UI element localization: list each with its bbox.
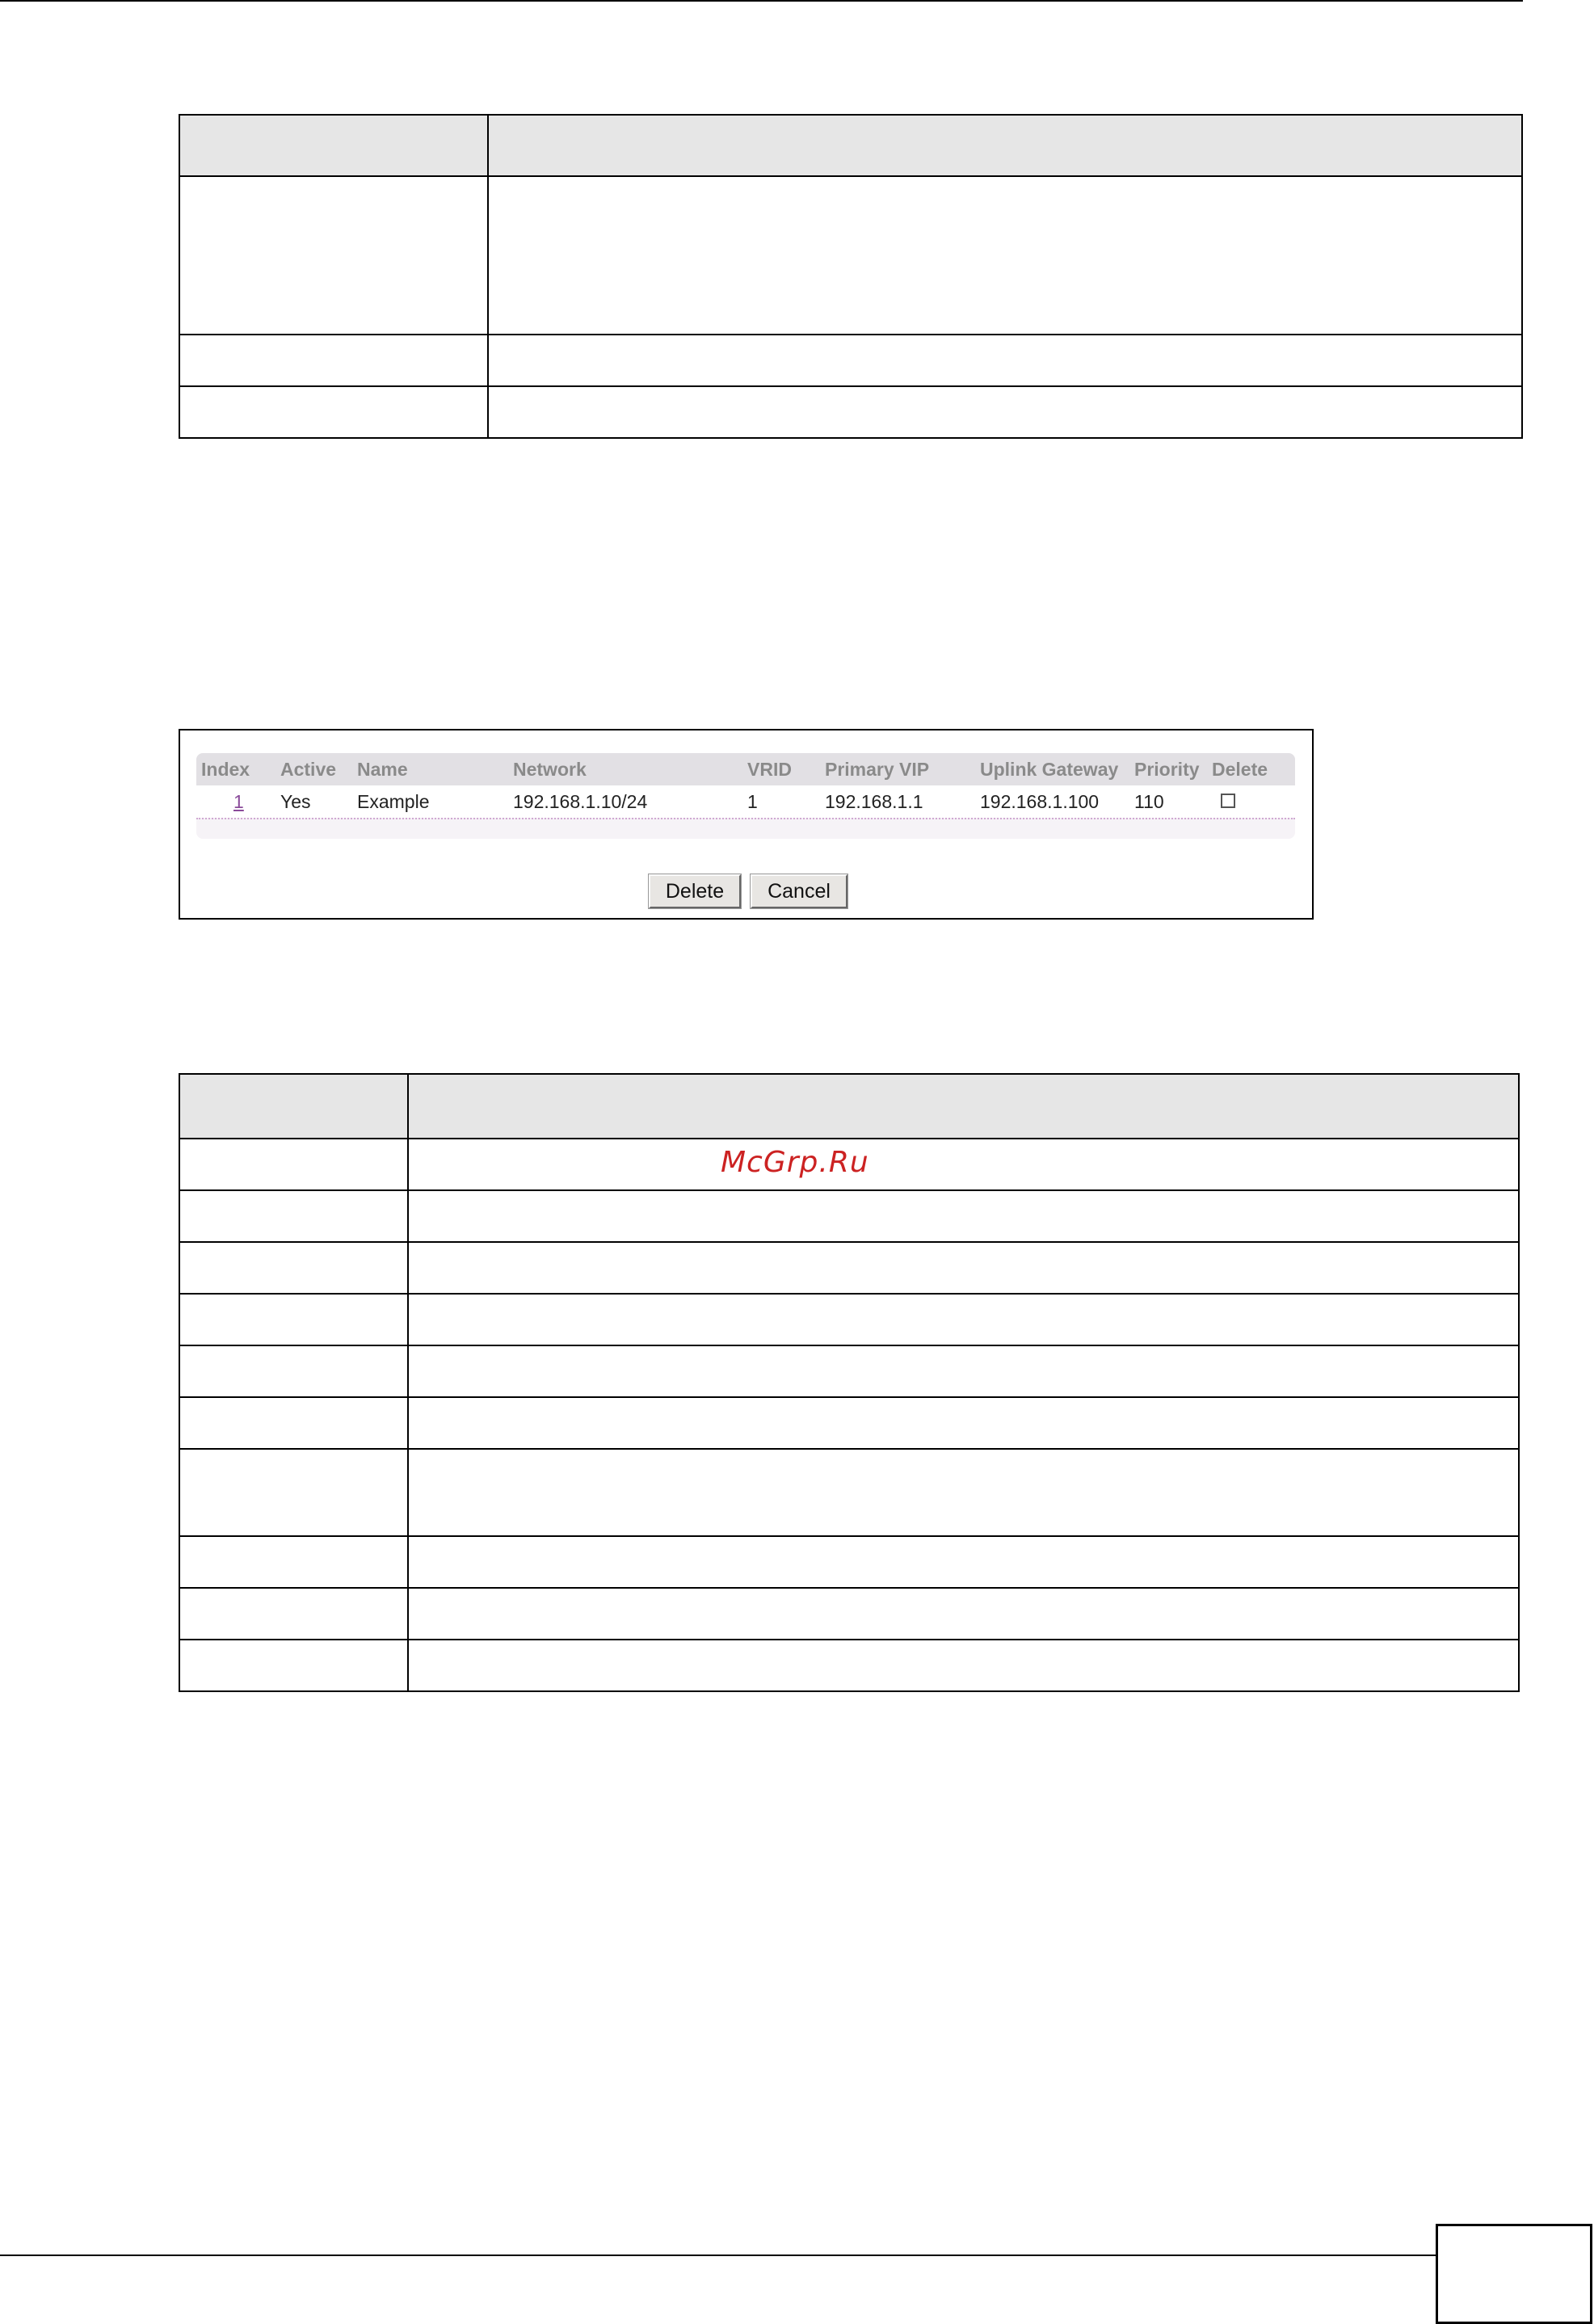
cell-primary-vip: 192.168.1.1 <box>825 791 923 812</box>
table-row <box>196 785 1295 818</box>
column-header-name: Name <box>357 759 408 780</box>
table-cell <box>179 1242 408 1294</box>
footer-rule <box>0 2255 1436 2256</box>
cell-active: Yes <box>280 791 311 812</box>
cancel-button[interactable]: Cancel <box>751 874 847 908</box>
column-header-active: Active <box>280 759 337 780</box>
table-cell <box>408 1190 1519 1242</box>
table-cell <box>179 1294 408 1345</box>
column-header-delete: Delete <box>1212 759 1268 780</box>
delete-button[interactable]: Delete <box>649 874 741 908</box>
table-cell <box>179 1397 408 1449</box>
cell-priority: 110 <box>1134 791 1164 812</box>
table-cell <box>488 176 1522 335</box>
table-cell <box>408 1640 1519 1691</box>
table-cell <box>408 1139 1519 1190</box>
table-cell <box>408 1536 1519 1588</box>
table-cell <box>408 1588 1519 1640</box>
table-cell <box>179 1190 408 1242</box>
delete-checkbox[interactable] <box>1221 794 1235 808</box>
column-header-network: Network <box>513 759 587 780</box>
table-cell <box>179 176 488 335</box>
table-cell <box>179 386 488 438</box>
table-header-label <box>179 115 488 176</box>
table-header-description <box>408 1074 1519 1139</box>
cell-name: Example <box>357 791 430 812</box>
cell-vrid: 1 <box>747 791 758 812</box>
column-header-vrid: VRID <box>747 759 792 780</box>
cell-network: 192.168.1.10/24 <box>513 791 648 812</box>
index-link[interactable]: 1 <box>233 791 244 812</box>
table-cell <box>408 1242 1519 1294</box>
table-cell <box>179 1536 408 1588</box>
vrrp-group-table <box>196 753 1295 839</box>
table-cell <box>179 335 488 386</box>
table-cell <box>408 1397 1519 1449</box>
column-header-index: Index <box>201 759 250 780</box>
table-cell <box>179 1640 408 1691</box>
table-cell <box>488 386 1522 438</box>
column-header-primary-vip: Primary VIP <box>825 759 930 780</box>
table-cell <box>408 1345 1519 1397</box>
description-table-top <box>179 114 1523 439</box>
screenshot-figure <box>179 729 1314 920</box>
column-header-uplink-gateway: Uplink Gateway <box>980 759 1119 780</box>
watermark-text: McGrp.Ru <box>721 1146 869 1179</box>
table-cell <box>408 1294 1519 1345</box>
header-rule <box>0 0 1523 2</box>
table-cell <box>179 1449 408 1536</box>
table-cell <box>179 1345 408 1397</box>
row-divider <box>196 818 1295 819</box>
column-header-priority: Priority <box>1134 759 1200 780</box>
table-header-label <box>179 1074 408 1139</box>
table-header-description <box>488 115 1522 176</box>
table-cell <box>488 335 1522 386</box>
table-header-row <box>196 753 1295 785</box>
table-cell <box>179 1139 408 1190</box>
table-cell <box>179 1588 408 1640</box>
cell-uplink-gateway: 192.168.1.100 <box>980 791 1100 812</box>
table-cell <box>408 1449 1519 1536</box>
page-number-box <box>1436 2224 1592 2324</box>
